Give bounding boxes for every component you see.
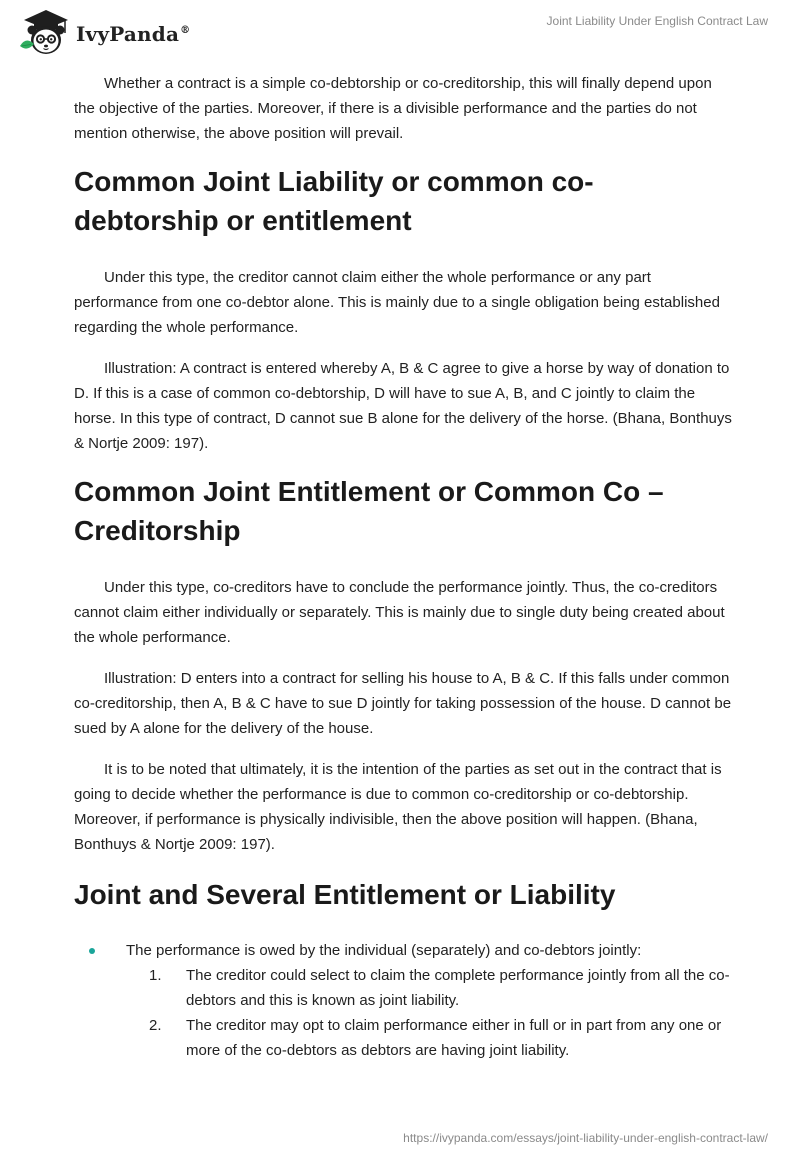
list-item-text: The creditor could select to claim the complete performance jointly from all the co-debtors and this is known as joint liability. <box>186 967 730 1009</box>
list-item <box>126 1013 734 1063</box>
intro-paragraph: Whether a contract is a simple co-debtorship or co-creditorship, this will finally depend upon the objective of the parties. Moreover, if there is a divisible performance and the parties do not mention otherwise, the above position will prevail. <box>74 75 712 142</box>
paragraph: It is to be noted that ultimately, it is the intention of the parties as set out in the contract that is going to decide whether the performance is due to common co-creditorship or co-debtorship. Moreover, if performance is physically indivisible, then the above position will happen. (Bhana, Bonthuys & Nortje 2009: 197). <box>74 761 722 853</box>
page-header <box>0 0 800 70</box>
paragraph: Illustration: A contract is entered whereby A, B & C agree to give a horse by way of donation to D. If this is a case of common co-debtorship, D will have to sue A, B, and C jointly to claim the horse. In this type of contract, D cannot sue B alone for the delivery of the horse. (Bhana, Bonthuys & Nortje 2009: 197). <box>74 360 732 452</box>
list-number: 2. <box>149 1017 162 1034</box>
bullet-icon <box>89 948 95 954</box>
list-number: 1. <box>149 967 162 984</box>
paragraph: Under this type, the creditor cannot claim either the whole performance or any part performance from one co-debtor alone. This is mainly due to a single obligation being established regarding the whole performance. <box>74 269 720 336</box>
source-url[interactable]: https://ivypanda.com/essays/joint-liability-under-english-contract-law/ <box>403 1131 768 1145</box>
essay-content <box>74 71 734 1063</box>
panda-graduate-icon <box>16 6 72 58</box>
ivypanda-logo[interactable] <box>16 6 190 58</box>
section-heading-common-joint-entitlement: Common Joint Entitlement or Common Co – Creditorship <box>74 476 664 546</box>
bullet-list <box>74 938 734 1063</box>
brand-text: IvyPanda <box>76 22 180 46</box>
bullet-text: The performance is owed by the individual (separately) and co-debtors jointly: <box>126 942 642 959</box>
section-heading-joint-and-several: Joint and Several Entitlement or Liability <box>74 879 616 910</box>
registered-mark: ® <box>180 25 191 37</box>
numbered-list <box>126 963 734 1063</box>
paragraph: Under this type, co-creditors have to conclude the performance jointly. Thus, the co-creditors cannot claim either individually or separately. This is mainly due to single duty being created about the whole performance. <box>74 579 725 646</box>
section-heading-common-joint-liability: Common Joint Liability or common co-debtorship or entitlement <box>74 166 594 236</box>
paragraph: Illustration: D enters into a contract for selling his house to A, B & C. If this falls under common co-creditorship, then A, B & C have to sue D jointly for taking possession of the house. D cannot be sued by A alone for the delivery of the house. <box>74 670 732 737</box>
list-item <box>126 963 734 1013</box>
document-title: Joint Liability Under English Contract Law <box>546 14 768 28</box>
list-item <box>74 938 734 1063</box>
list-item-text: The creditor may opt to claim performance either in full or in part from any one or more of the co-debtors as debtors are having joint liability. <box>186 1017 722 1059</box>
brand-name <box>76 22 190 46</box>
